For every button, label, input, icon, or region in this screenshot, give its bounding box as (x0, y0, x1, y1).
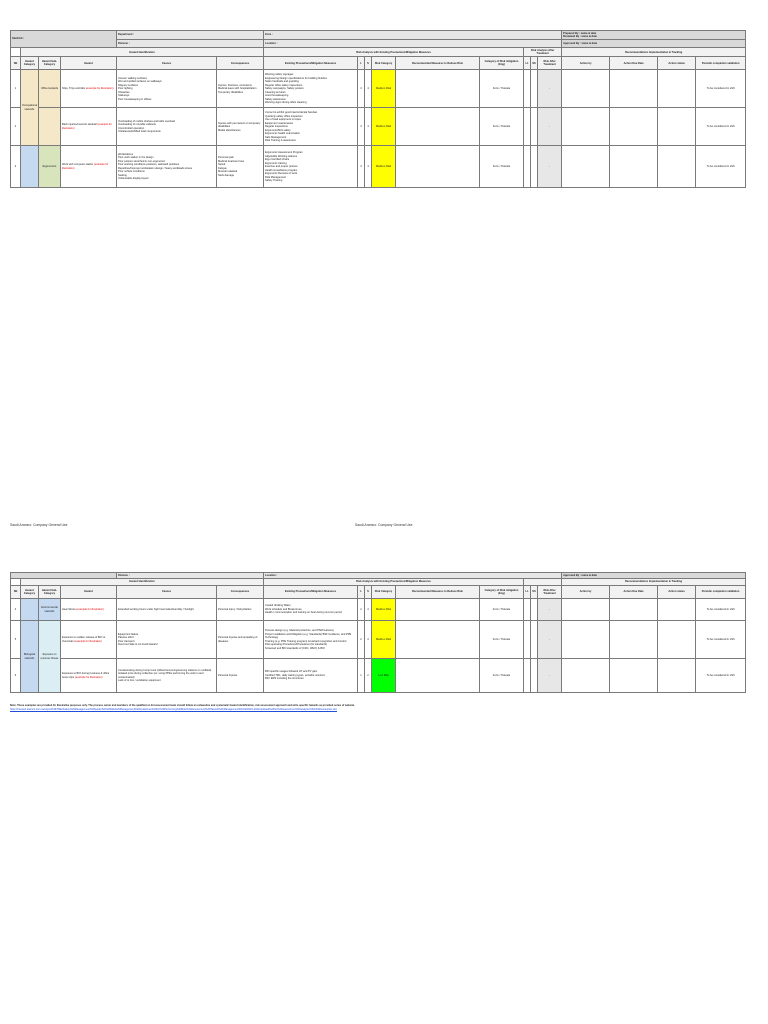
row-risk-category: Low Risk (372, 659, 396, 693)
col-precautions: Existing Precautions/Mitigation Measures (264, 586, 358, 599)
page-2 (10, 572, 745, 693)
hazard-example-note: (example for illustration) (74, 639, 102, 643)
row-action-by (562, 70, 610, 108)
col-action-status: Action status (658, 586, 696, 599)
row-category (21, 599, 39, 621)
note-text: Note: These examples are provided for illustrative purposes only. The process owner and members of the qualified on list assessment team should follow an exhaustive and systematic hazard identification, risk assessment approach and write specific hazards as provided series of website. (10, 704, 355, 707)
column-header-row (11, 586, 746, 599)
col-consequences: Consequences (217, 57, 264, 70)
row-mitigation: Form / Tolerate (480, 146, 524, 188)
col-l: L (358, 57, 365, 70)
row-action-status (658, 599, 696, 621)
row-causes: Workstations Poor work station in the design Poor posture stretched in non-ergonomic Poor working conditions positions, awkward positions Repetitive/Improper workstation design / heavy workloads stress Poor vehicle conditions Seating Unfavorable display layout (117, 146, 217, 188)
col-ll: LL (524, 57, 531, 70)
col-action-by: Action by (562, 57, 610, 70)
division-label: Division : (117, 40, 264, 48)
column-header-row (11, 57, 746, 70)
row-causes: Extended working hours under high heat index/Humidity / Sunlight (117, 599, 217, 621)
row-action-due (610, 146, 658, 188)
row-sn: 6 (11, 659, 21, 693)
col-s: S (365, 57, 372, 70)
row-action-by (562, 146, 610, 188)
row-s: 4 (365, 146, 372, 188)
row-mitigation: Form / Tolerate (480, 108, 524, 146)
row-risk-category: Medium Risk (372, 599, 396, 621)
row-action-status (658, 146, 696, 188)
hazard-text: Back injuries/musculo skeletal (62, 123, 97, 127)
col-category: Hazard Category (21, 586, 39, 599)
row-periodic: To be considered in shift (696, 621, 746, 659)
col-l: L (358, 586, 365, 599)
row-periodic: To be considered in shift (696, 108, 746, 146)
col-subcategory: Hazard Sub-Category (39, 57, 61, 70)
hazard-text: Exposure to BIO during business & office hours trips (62, 672, 110, 679)
row-s: 4 (365, 599, 372, 621)
col-subcategory: Hazard Sub-Category (39, 586, 61, 599)
illustration-note (10, 704, 745, 711)
row-action-status (658, 659, 696, 693)
row-mitigation: Form / Tolerate (480, 599, 524, 621)
row-risk-category: Medium Risk (372, 621, 396, 659)
row-subcategory: Office Hazards (39, 70, 61, 108)
hazard-identification-header: Hazard Identification (21, 48, 264, 57)
col-action-by: Action by (562, 586, 610, 599)
note-link[interactable]: https://hseweb.aramco.com.sa/sops/2016/HSE/Safety%20Management%20Guide/SA%20Risk%20Management%20Guidelines%20for%20Performing%20Risk%20Assessment%20Hazard%20/Management/RA%202021-2022/updated%20for%20assessment%20analysis%20of%20examples.doc (10, 707, 337, 711)
row-action-due (610, 621, 658, 659)
row-l: 2 (358, 146, 365, 188)
row-action-status (658, 108, 696, 146)
col-action-due: Action Due Date (610, 586, 658, 599)
row-risk-after: - (538, 146, 562, 188)
recommendation-header: Recommendations Implementation & Tracking (562, 579, 746, 586)
row-recommended (396, 108, 480, 146)
hazard-text: Heat Stress (62, 607, 76, 611)
zone-label: Zone : (264, 31, 562, 40)
col-ss: SS (531, 57, 538, 70)
col-mitigation-category: Category of Risk mitigation (Eng) (480, 586, 524, 599)
row-risk-category: Medium Risk (372, 108, 396, 146)
row-subcategory: Environmental Hazards (39, 599, 61, 621)
row-ll (524, 599, 531, 621)
row-consequences: Personal injury / Dehydration (217, 599, 264, 621)
row-ss (531, 70, 538, 108)
risk-analysis-header: Risk Analysis with Existing Precautions/Mitigation Measures (264, 48, 524, 57)
hazard-example-note: (example for illustration) (62, 163, 109, 170)
col-ll: LL (524, 586, 531, 599)
hazard-text: Exposure to sudden release of BIO or chemicals (62, 636, 106, 643)
row-category: Occupational Hazards (21, 70, 39, 146)
row-periodic: To be considered in shift (696, 70, 746, 108)
row-ll (524, 70, 531, 108)
row-recommended (396, 659, 480, 693)
row-action-by (562, 108, 610, 146)
row-sn: 5 (11, 621, 21, 659)
row-precautions: Correct & exhibit good interior/dental handset Quarterly safety office inspection Use of load equipment on Apex Equipment maintenance Regular inspections Ergonomic/Mini safety Ergonomic health examination Safe Management Risk Training & awareness (264, 108, 358, 146)
page-1 (10, 30, 745, 188)
row-risk-after: - (538, 621, 562, 659)
row-action-due (610, 70, 658, 108)
row-sn: 4 (11, 599, 21, 621)
row-mitigation: Form / Tolerate (480, 659, 524, 693)
col-risk-after: Risk After Treatment (538, 57, 562, 70)
col-periodic: Periodic completion validation (696, 57, 746, 70)
row-ll (524, 146, 531, 188)
row-risk-after: - (538, 70, 562, 108)
col-ss: SS (531, 586, 538, 599)
risk-analysis-header: Risk Analysis with Existing Precautions/Mitigation Measures (264, 579, 524, 586)
row-precautions: Process design (e.g. Material protection, and PSM features) Proper installation and Mitigation (e.g. Standards) BSF Guidance, and PPE Technology Training (e.g. PPE Training program) & Hazard recognition and Control Post-operating Procedures/Procedures (IH standards) Screened and BIO standards of (CDC, WHO) & BIO (264, 621, 358, 659)
row-causes: Equipment failure Passive effort Poor transport Due Foul Safe & not Avoid Hazard (117, 621, 217, 659)
col-s: S (365, 586, 372, 599)
row-recommended (396, 146, 480, 188)
row-l: 2 (358, 108, 365, 146)
row-periodic: To be considered in shift (696, 599, 746, 621)
recommendation-header: Recommendations Implementation & Tracking (562, 48, 746, 57)
row-recommended (396, 599, 480, 621)
row-ll (524, 659, 531, 693)
row-subcategory: Exposure to previous illness (39, 621, 61, 693)
col-hazard: Hazard (61, 586, 117, 599)
row-l: 2 (358, 621, 365, 659)
col-action-status: Action status (658, 57, 696, 70)
row-s: 4 (365, 70, 372, 108)
prepared-by (562, 31, 746, 40)
row-action-by (562, 599, 610, 621)
risk-register-table-1 (10, 30, 746, 188)
division-label: Division : (117, 573, 264, 579)
row-risk-category: Medium Risk (372, 70, 396, 108)
row-precautions: Ergonomic Assessment Program Adjustable Working stations Ergo Certified Chairs Ergonomic training Exercise and proper posture Health surveillance program Ergonomic Reviews of work Risk Management Safety Training (264, 146, 358, 188)
row-ss (531, 599, 538, 621)
row-causes: Contaminating during hump trunk (office/consuming/evening stations or modified) Isolated price during collection (ex: using PPEs performing the work in and contaminated) Lack of or low / ventilation equipment (117, 659, 217, 693)
row-mitigation: Form / Tolerate (480, 621, 524, 659)
row-hazard (61, 599, 117, 621)
row-precautions: BIO specific usages followed HT and PV gain Certified TML, daily training types, portable monitors BIO: ERS including the structures (264, 659, 358, 693)
row-category: Biological Hazards (21, 621, 39, 693)
row-sn: 1 (11, 70, 21, 108)
row-s: 4 (365, 108, 372, 146)
col-recommended: Recommended Measures to Reduce Risk (396, 586, 480, 599)
row-ss (531, 621, 538, 659)
location-label: Location : (264, 40, 562, 48)
hazard-example-note: (example for illustration) (62, 123, 112, 130)
row-risk-after: - (538, 659, 562, 693)
row-category (21, 146, 39, 188)
row-causes: Uneven walking surfaces Wet and spilled surfaces on walkways Slippery surfaces Poor lighting Obstacles Stairways Poor housekeeping in offices (117, 70, 217, 108)
site-unit-label: Site/Unit : (11, 31, 117, 48)
row-hazard (61, 659, 117, 693)
row-periodic: To be considered in shift (696, 659, 746, 693)
row-action-due (610, 659, 658, 693)
approved-by-label: Approved By : name & date (562, 573, 746, 579)
col-periodic: Periodic completion validation (696, 586, 746, 599)
risk-after-header (524, 579, 562, 586)
row-precautions: Warning safety signages Engineering Design specifications for building finishes Stairs handrails and guarding Regular office safety inspections Safety campaigns, Safety posters Cleaning services Good housekeeping Safety awareness Warning signs during office cleaning (264, 70, 358, 108)
row-sn: 2 (11, 108, 21, 146)
hazard-example-note: (example for illustration) (85, 87, 114, 91)
col-sn: SN (11, 586, 21, 599)
row-ss (531, 659, 538, 693)
col-risk-after: Risk After Treatment (538, 586, 562, 599)
row-action-by (562, 659, 610, 693)
col-causes: Causes (117, 586, 217, 599)
row-hazard (61, 146, 117, 188)
col-causes: Causes (117, 57, 217, 70)
col-action-due: Action Due Date (610, 57, 658, 70)
hazard-identification-header: Hazard Identification (21, 579, 264, 586)
row-ss (531, 108, 538, 146)
table-row (11, 146, 746, 188)
row-s: 4 (365, 621, 372, 659)
row-action-due (610, 599, 658, 621)
approved-by-label: Approved By : name & date (562, 40, 746, 48)
row-precautions: Cooled drinking Water Work schedule and Break times Health / communication and training on heat during summer period (264, 599, 358, 621)
col-category: Hazard Category (21, 57, 39, 70)
col-risk-category: Risk Category (372, 57, 396, 70)
risk-after-header: Risk Analysis After Treatment (524, 48, 562, 57)
row-mitigation: Form / Tolerate (480, 70, 524, 108)
row-l: 2 (358, 70, 365, 108)
row-subcategory (39, 108, 61, 146)
table-row (11, 659, 746, 693)
row-consequences: Personal pain Medical treatment loss Spinal Fatigue Musculo skeletal Neck damage (217, 146, 264, 188)
table-row (11, 599, 746, 621)
col-recommended: Recommended Measures to Reduce Risk (396, 57, 480, 70)
row-consequences: Injuries with permanent or temporary disabilities Media disturbances (217, 108, 264, 146)
col-mitigation-category: Category of Risk mitigation (Eng) (480, 57, 524, 70)
table-row (11, 70, 746, 108)
row-ll (524, 108, 531, 146)
row-risk-after: - (538, 599, 562, 621)
row-l: 1 (358, 659, 365, 693)
row-hazard (61, 108, 117, 146)
row-l: 2 (358, 599, 365, 621)
footer-right-classification: Saudi Aramco: Company General Use (355, 523, 413, 527)
footer-left-classification: Saudi Aramco: Company General Use (10, 523, 68, 527)
reviewed-by-label: Reviewed By : name & date (563, 35, 597, 39)
row-consequences: Injuries, fractures, contusions Medical leave with hospitalization Temporary disabilities (217, 70, 264, 108)
row-subcategory: Ergonomics (39, 146, 61, 188)
row-action-status (658, 621, 696, 659)
row-hazard (61, 621, 117, 659)
row-risk-category: Medium Risk (372, 146, 396, 188)
row-recommended (396, 621, 480, 659)
row-recommended (396, 70, 480, 108)
row-consequences: Personal Injuries and spreading of diseases (217, 621, 264, 659)
location-label: Location : (264, 573, 562, 579)
row-s: 2 (365, 659, 372, 693)
row-action-by (562, 621, 610, 659)
table-row (11, 108, 746, 146)
hazard-text: Slips, Trips and falls (62, 87, 86, 91)
col-precautions: Existing Precautions/Mitigation Measures (264, 57, 358, 70)
hazard-example-note: (example for illustration) (74, 675, 103, 679)
risk-register-table-2 (10, 572, 746, 693)
row-consequences: Personal Injuries (217, 659, 264, 693)
row-ss (531, 146, 538, 188)
row-periodic: To be considered in shift (696, 146, 746, 188)
col-consequences: Consequences (217, 586, 264, 599)
hazard-example-note: (example for illustration) (76, 607, 104, 611)
row-action-status (658, 70, 696, 108)
row-risk-after: - (538, 108, 562, 146)
prepared-by-label: Prepared By : name & date (563, 31, 597, 35)
hazard-text: Work with computer station (62, 163, 94, 167)
col-sn: SN (11, 57, 21, 70)
row-action-due (610, 108, 658, 146)
row-causes: Overloading of mobile shelves and table overload Overloading of movable cabinets Uncontrolled operation Unbalanced/shifted load components (117, 108, 217, 146)
row-sn: 3 (11, 146, 21, 188)
row-ll (524, 621, 531, 659)
department-label: Department : (117, 31, 264, 40)
row-hazard (61, 70, 117, 108)
col-hazard: Hazard (61, 57, 117, 70)
table-row (11, 621, 746, 659)
col-risk-category: Risk Category (372, 586, 396, 599)
